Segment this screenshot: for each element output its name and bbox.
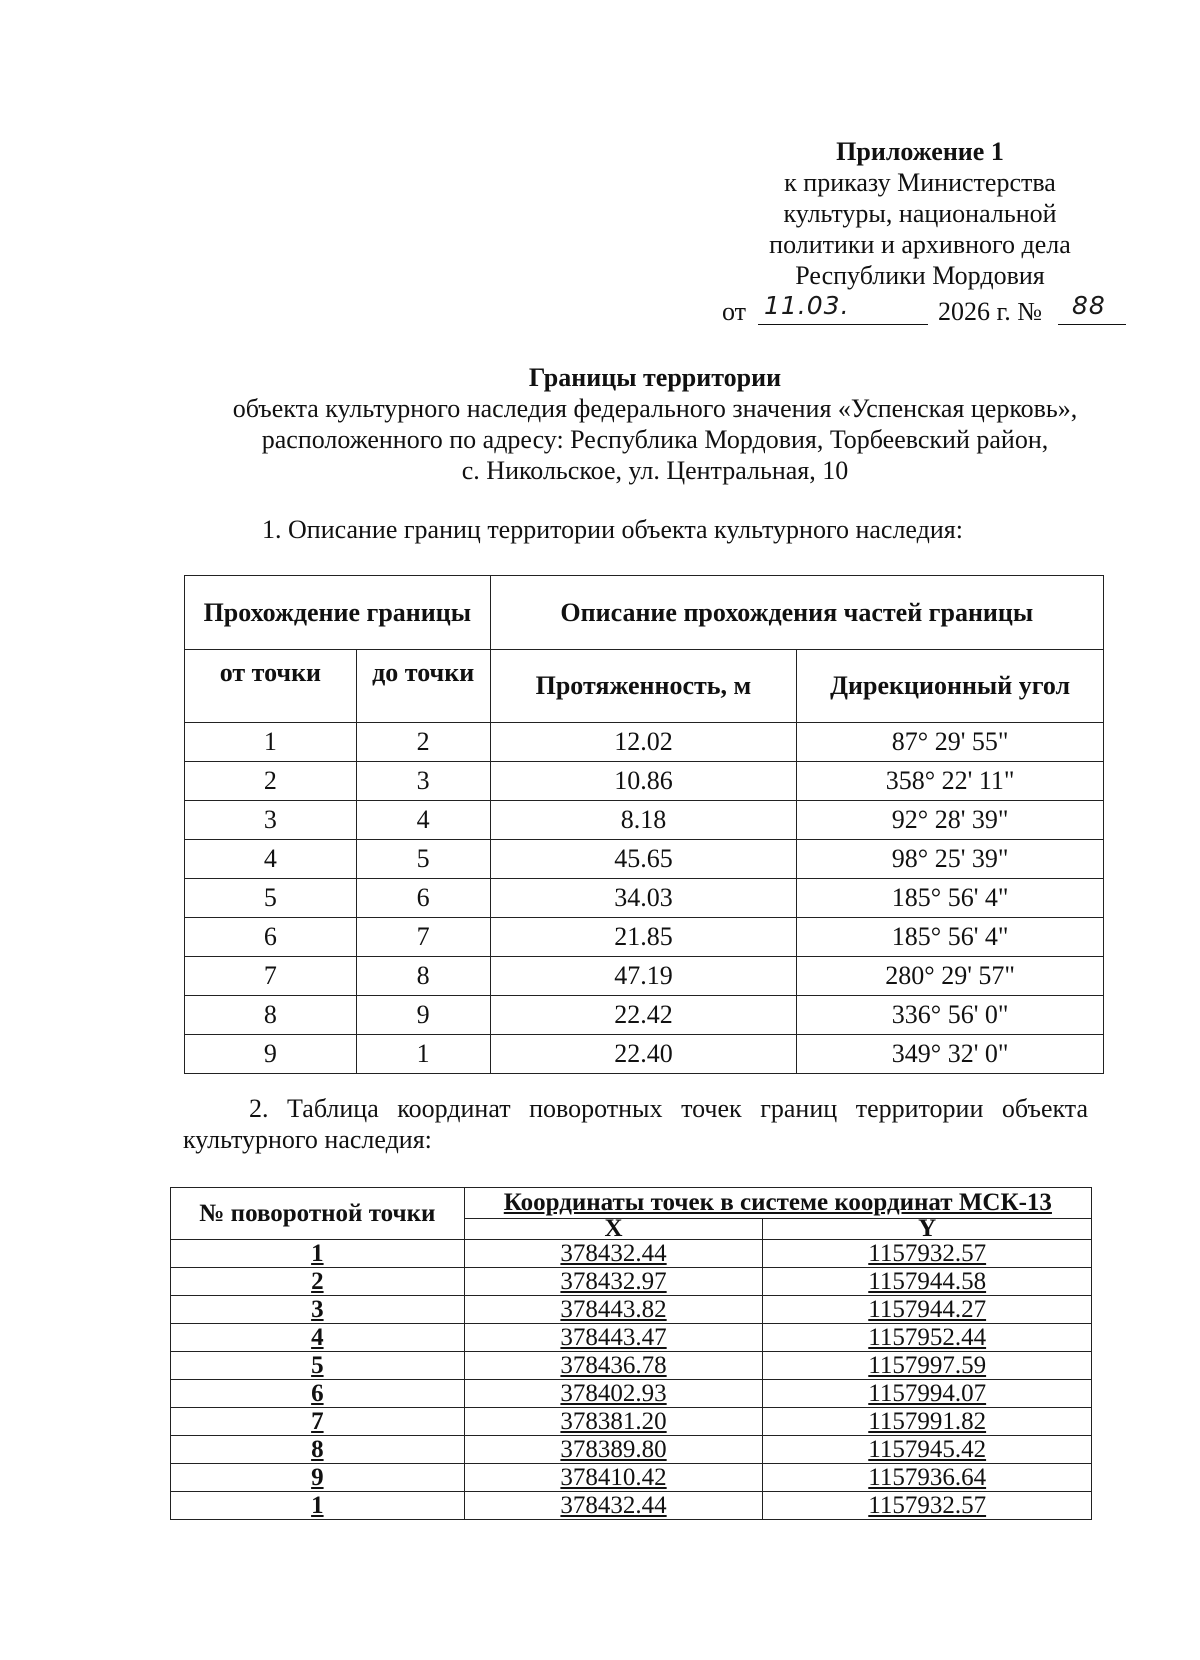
table-row [185,1035,1104,1074]
point-number-cell: 3 [171,1296,465,1324]
point-number-cell: 4 [171,1324,465,1352]
table-subheader-row [185,650,1104,723]
x-coordinate-cell: 378432.44 [464,1492,763,1520]
x-coordinate-cell: 378443.47 [464,1324,763,1352]
appendix-line: культуры, национальной [783,199,1057,228]
header-length: Протяженность, м [490,650,797,723]
angle-cell: 92° 28' 39" [797,801,1104,840]
from-point-cell: 1 [185,723,357,762]
heading-line: объекта культурного наследия федерального значения «Успенская церковь», [232,394,1078,423]
y-coordinate-cell: 1157991.82 [763,1408,1092,1436]
length-cell: 21.85 [490,918,797,957]
table-row [185,801,1104,840]
header-y: Y [763,1219,1092,1240]
table-row [185,723,1104,762]
length-cell: 47.19 [490,957,797,996]
angle-cell: 87° 29' 55" [797,723,1104,762]
order-date-line [722,291,1142,332]
number-underline [1058,324,1126,325]
angle-cell: 336° 56' 0" [797,996,1104,1035]
appendix-line: к приказу Министерства [784,168,1056,197]
to-point-cell: 7 [356,918,490,957]
header-coordinate-system: Координаты точек в системе координат МСК-13 [464,1188,1091,1219]
y-coordinate-cell: 1157932.57 [763,1240,1092,1268]
x-coordinate-cell: 378432.97 [464,1268,763,1296]
header-passage: Прохождение границы [185,576,491,650]
point-number-cell: 1 [171,1492,465,1520]
table-row [171,1436,1092,1464]
table-row [171,1240,1092,1268]
appendix-title: Приложение 1 [836,137,1004,166]
to-point-cell: 3 [356,762,490,801]
section1-title: 1. Описание границ территории объекта культурного наследия: [262,515,963,544]
table-row [171,1352,1092,1380]
from-point-cell: 6 [185,918,357,957]
angle-cell: 185° 56' 4" [797,879,1104,918]
x-coordinate-cell: 378402.93 [464,1380,763,1408]
length-cell: 34.03 [490,879,797,918]
header-to-point: до точки [356,650,490,723]
y-coordinate-cell: 1157997.59 [763,1352,1092,1380]
to-point-cell: 6 [356,879,490,918]
boundary-table-body [185,723,1104,1074]
point-number-cell: 9 [171,1464,465,1492]
table-header-row [171,1188,1092,1219]
section2-title: 2. Таблица координат поворотных точек границ территории объекта культурного наследия: [183,1094,1088,1154]
length-cell: 12.02 [490,723,797,762]
angle-cell: 98° 25' 39" [797,840,1104,879]
length-cell: 22.42 [490,996,797,1035]
from-point-cell: 3 [185,801,357,840]
point-number-cell: 1 [171,1240,465,1268]
point-number-cell: 8 [171,1436,465,1464]
y-coordinate-cell: 1157952.44 [763,1324,1092,1352]
table-row [171,1296,1092,1324]
x-coordinate-cell: 378381.20 [464,1408,763,1436]
from-point-cell: 7 [185,957,357,996]
table-row [171,1464,1092,1492]
point-number-cell: 2 [171,1268,465,1296]
handwritten-number: 88 [1072,291,1106,320]
from-point-cell: 9 [185,1035,357,1074]
length-cell: 22.40 [490,1035,797,1074]
header-x: X [464,1219,763,1240]
handwritten-date: 11.03. [764,291,850,320]
heading-line: расположенного по адресу: Республика Мордовия, Торбеевский район, [261,425,1049,454]
table-row [185,840,1104,879]
length-cell: 8.18 [490,801,797,840]
heading-line: с. Никольское, ул. Центральная, 10 [461,456,849,485]
x-coordinate-cell: 378432.44 [464,1240,763,1268]
to-point-cell: 4 [356,801,490,840]
table-row [185,762,1104,801]
point-number-cell: 6 [171,1380,465,1408]
angle-cell: 280° 29' 57" [797,957,1104,996]
header-angle: Дирекционный угол [797,650,1104,723]
y-coordinate-cell: 1157932.57 [763,1492,1092,1520]
header-description: Описание прохождения частей границы [490,576,1103,650]
coordinates-table [170,1187,1092,1520]
coordinates-table-body [171,1240,1092,1520]
document-heading [150,362,1160,486]
length-cell: 45.65 [490,840,797,879]
from-point-cell: 5 [185,879,357,918]
angle-cell: 358° 22' 11" [797,762,1104,801]
length-cell: 10.86 [490,762,797,801]
y-coordinate-cell: 1157936.64 [763,1464,1092,1492]
appendix-header [700,136,1140,291]
x-coordinate-cell: 378443.82 [464,1296,763,1324]
appendix-line: Республики Мордовия [795,261,1045,290]
date-underline [758,324,928,325]
y-coordinate-cell: 1157944.58 [763,1268,1092,1296]
y-coordinate-cell: 1157945.42 [763,1436,1092,1464]
to-point-cell: 5 [356,840,490,879]
header-from-point: от точки [185,650,357,723]
to-point-cell: 8 [356,957,490,996]
x-coordinate-cell: 378436.78 [464,1352,763,1380]
x-coordinate-cell: 378410.42 [464,1464,763,1492]
year-and-number-label: 2026 г. № [938,297,1043,326]
from-point-cell: 8 [185,996,357,1035]
table-row [171,1492,1092,1520]
from-point-cell: 4 [185,840,357,879]
table-row [185,918,1104,957]
point-number-cell: 7 [171,1408,465,1436]
point-number-cell: 5 [171,1352,465,1380]
boundary-description-table [184,575,1104,1074]
angle-cell: 349° 32' 0" [797,1035,1104,1074]
to-point-cell: 9 [356,996,490,1035]
date-prefix: от [722,297,747,326]
to-point-cell: 2 [356,723,490,762]
y-coordinate-cell: 1157994.07 [763,1380,1092,1408]
angle-cell: 185° 56' 4" [797,918,1104,957]
table-row [185,996,1104,1035]
y-coordinate-cell: 1157944.27 [763,1296,1092,1324]
table-row [185,879,1104,918]
table-row [185,957,1104,996]
table-header-row [185,576,1104,650]
to-point-cell: 1 [356,1035,490,1074]
table-row [171,1268,1092,1296]
table-row [171,1408,1092,1436]
heading-title: Границы территории [528,363,782,392]
x-coordinate-cell: 378389.80 [464,1436,763,1464]
appendix-line: политики и архивного дела [769,230,1071,259]
table-row [171,1380,1092,1408]
header-point-number: № поворотной точки [171,1188,465,1240]
from-point-cell: 2 [185,762,357,801]
table-row [171,1324,1092,1352]
